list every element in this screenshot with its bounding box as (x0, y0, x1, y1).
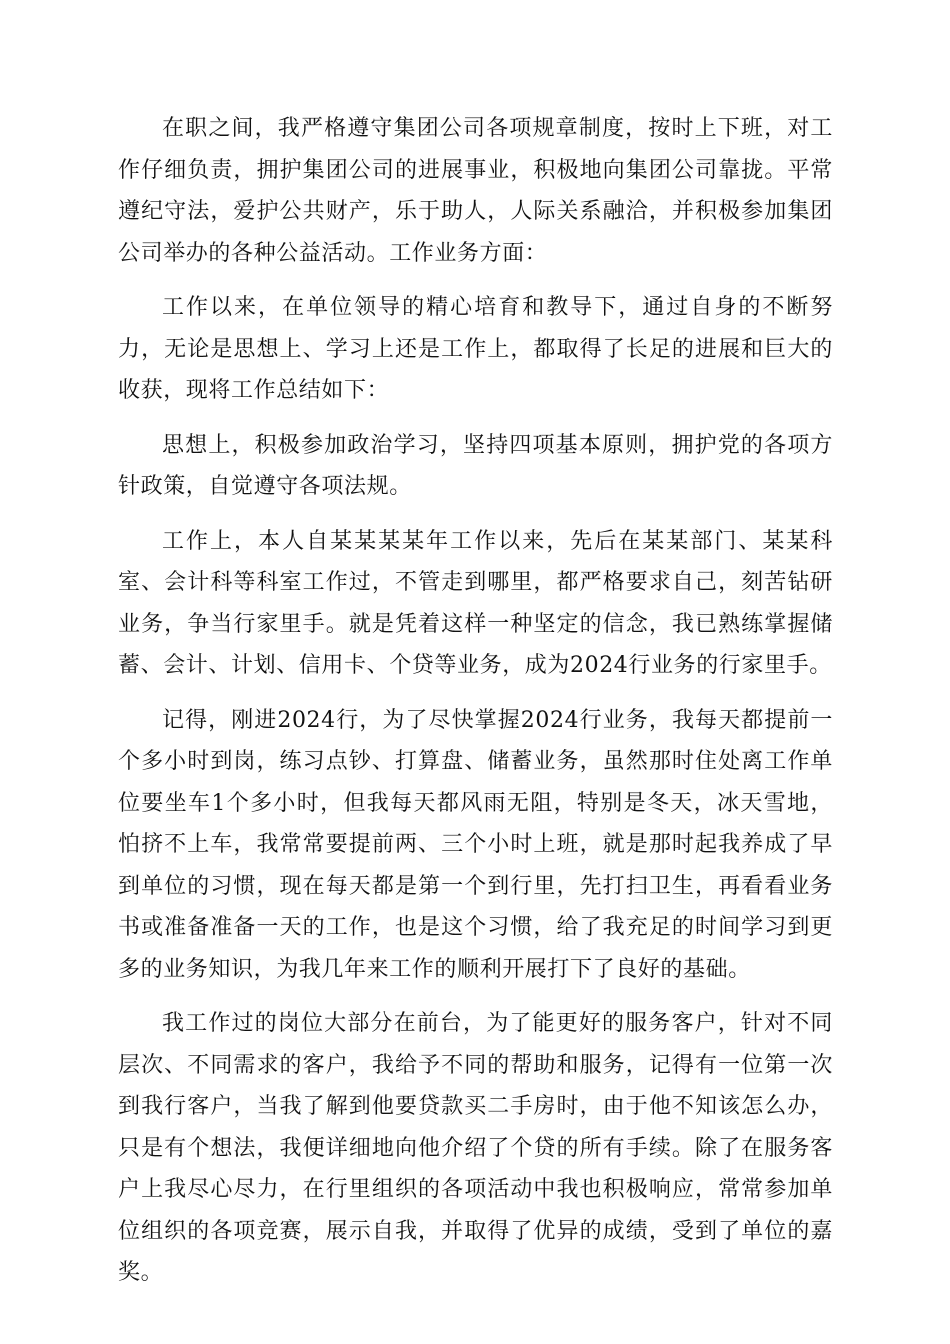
document-body (118, 108, 833, 1307)
paragraph-work: 工作上，本人自某某某某年工作以来，先后在某某部门、某某科室、会计科等科室工作过，不管走到哪里，都严格要求自己，刻苦钻研业务，争当行家里手。就是凭着这样一种坚定的信念，我已熟练掌握储蓄、会计、计划、信用卡、个贷等业务，成为2024行业务的行家里手。 (118, 528, 833, 678)
paragraph-summary-intro: 工作以来，在单位领导的精心培育和教导下，通过自身的不断努力，无论是思想上、学习上还是工作上，都取得了长足的进展和巨大的收获，现将工作总结如下： (118, 295, 833, 403)
paragraph-conduct: 在职之间，我严格遵守集团公司各项规章制度，按时上下班，对工作仔细负责，拥护集团公司的进展事业，积极地向集团公司靠拢。平常遵纪守法，爱护公共财产，乐于助人，人际关系融洽，并积极参加集团公司举办的各种公益活动。工作业务方面： (118, 116, 833, 266)
paragraph-ideology: 思想上，积极参加政治学习，坚持四项基本原则，拥护党的各项方针政策，自觉遵守各项法规。 (118, 432, 833, 499)
paragraph-service: 我工作过的岗位大部分在前台，为了能更好的服务客户，针对不同层次、不同需求的客户，我给予不同的帮助和服务，记得有一位第一次到我行客户，当我了解到他要贷款买二手房时，由于他不知该怎么办，只是有个想法，我便详细地向他介绍了个贷的所有手续。除了在服务客户上我尽心尽力，在行里组织的各项活动中我也积极响应，常常参加单位组织的各项竞赛，展示自我，并取得了优异的成绩，受到了单位的嘉奖。 (118, 1011, 833, 1285)
paragraph-memory: 记得，刚进2024行，为了尽快掌握2024行业务，我每天都提前一个多小时到岗，练习点钞、打算盘、储蓄业务，虽然那时住处离工作单位要坐车1个多小时，但我每天都风雨无阻，特别是冬天，冰天雪地，怕挤不上车，我常常要提前两、三个小时上班，就是那时起我养成了早到单位的习惯，现在每天都是第一个到行里，先打扫卫生，再看看业务书或准备准备一天的工作，也是这个习惯，给了我充足的时间学习到更多的业务知识，为我几年来工作的顺利开展打下了良好的基础。 (118, 707, 833, 982)
